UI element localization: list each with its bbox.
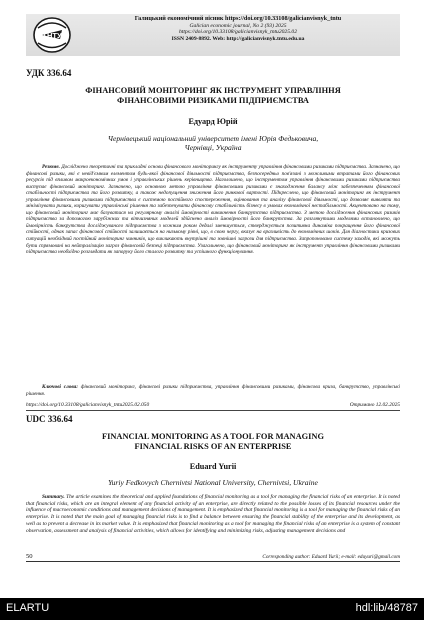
abstract-ua xyxy=(26,164,400,256)
journal-title-en: Galician economic journal, No 2 (93) 2025 xyxy=(189,22,287,29)
footer-rule xyxy=(26,561,400,562)
journal-header xyxy=(26,14,400,56)
keywords-ua xyxy=(26,384,400,397)
journal-title-ua: Галицький економічний вісник https://doi.org/10.33108/galicianvisnyk_tntu xyxy=(134,15,342,22)
handle-id: hdl:lib/48787 xyxy=(355,602,418,614)
article-doi-link[interactable]: https://doi.org/10.33108/galicianvisnyk_tntu2025.02.050 xyxy=(26,402,150,408)
keywords-ua-text: фінансовий моніторинг, фінансові ризики підприємства, управління фінансовими ризиками, фінансова криза, банкрутство, управлінські рішення. xyxy=(26,384,401,397)
keywords-ua-lead: Ключові слова: xyxy=(42,384,78,390)
corresponding-author: Corresponding author: Eduard Yurii; e-mail: eduyuri@gmail.com xyxy=(262,554,400,560)
journal-doi: https://doi.org/10.33108/galicianvisnyk_tntu2025.02 xyxy=(178,29,298,36)
author-ua: Едуард Юрій xyxy=(188,117,238,126)
affiliation-ua xyxy=(26,134,400,152)
section-divider xyxy=(26,410,400,411)
author-en: Eduard Yurii xyxy=(189,462,237,471)
title-en-line1: FINANCIAL MONITORING AS A TOOL FOR MANAGING xyxy=(102,432,324,441)
title-en xyxy=(26,432,400,452)
logo-text: ТНТУ xyxy=(42,31,62,40)
affiliation-ua-line2: Чернівці, Україна xyxy=(184,143,242,153)
abstract-ua-text: Досліджено теоретичні та прикладні основи фінансового моніторингу як інструменту управління фінансовими ризиками підприємства. Зазначено, що фінансові ризики, які є невід'ємним елементом будь-якої фінансової діяльності підприємства, безпосередньо пов'язані з можливими втратами його фінансових ресурсів під впливом макроекономічних умов і управлінських рішень керівництва. Наголошено, що інструментом управління фінансовими ризиками підприємства виступає фінансовий моніторинг. Зазначено, що основною метою управління фінансовими ризиками є знаходження балансу між забезпеченням фінансової стабільності підприємства та його розвитку, а також недопущення зниження його ринкової вартості. Підкреслено, що фінансовий моніторинг як інструмент управління фінансовими ризиками підприємства є системою постійного спостереження, оцінювання та аналізу фінансової діяльності, що дозволяє виявляти та мінімізувати ризики, коригувати управлінські рішення та забезпечувати фінансову стабільність бізнесу в умовах економічної нестабільності. Акцентовано на тому, що фінансовий моніторинг має базуватися на регулярному аналізі ймовірності виникнення банкрутства підприємства. З метою дослідження фінансових ризиків підприємства за допомогою зарубіжних та вітчизняних моделей здійснено аналіз ймовірності його банкрутства. За розглянутими моделями встановлено, що ймовірність банкрутства досліджуваного підприємства з кожним роком дедалі зменшується, стверджується позитивна динаміка покращення його фінансової стійкості, однак запас фінансової стійкості залишається на низькому рівні, що, в свою чергу, вказує на вразливість до економічних шоків. Для діагностики кризових ситуацій необхідний постійний моніторинг чинників, що викликають внутрішні та зовнішні загрози для підприємства. Запропоновано систему заходів, які можуть бути спрямовані на нейтралізацію загроз фінансовій безпеці підприємства. Узагальнено, що фінансовий моніторинг як інструмент управління фінансовими ризиками підприємства необхідно розглядати як запоруку його сталого розвитку та успішного функціонування. xyxy=(26,164,400,256)
journal-issn: ISSN 2409-8892. Web: http://galicianvisnyk.tntu.edu.ua xyxy=(171,35,305,42)
title-ua-line1: ФІНАНСОВИЙ МОНІТОРИНГ ЯК ІНСТРУМЕНТ УПРАВЛІННЯ xyxy=(85,86,341,95)
affiliation-ua-line1: Чернівецький національний університет імені Юрія Федьковича, xyxy=(107,134,319,143)
received-date: Отримано 12.02.2025 xyxy=(349,402,400,408)
doi-row xyxy=(26,402,400,408)
abstract-en-text: The article examines the theoretical and applied foundations of financial monitoring as a tool for managing the financial risks of an enterprise. It is noted that financial risks, which are an integral element of any financial activity of an enterprise, are directly related to the possible losses of its financial resources under the influence of macroeconomic conditions and management decisions of management. It is emphasized that financial monitoring is a tool for managing the financial risks of an enterprise. It is noted that the main goal of managing financial risks is to find a balance between ensuring the financial stability of the enterprise and its development, as well as to prevent a decrease in its market value. It is emphasized that financial monitoring as a tool for managing the financial risks of an enterprise is a system of constant observation, assessment and analysis of financial activities, which allows for identifying and minimizing risks, adjusting management decisions and xyxy=(26,494,400,534)
udc-en: UDC 336.64 xyxy=(26,414,73,424)
abstract-ua-lead: Резюме. xyxy=(42,164,60,170)
bottom-bar xyxy=(0,598,424,620)
affiliation-en: Yuriy Fedkovych Chernivtsi National University, Chernivtsi, Ukraine xyxy=(108,478,318,487)
page-number: 50 xyxy=(26,553,33,560)
abstract-en xyxy=(26,494,400,534)
university-logo-icon xyxy=(32,16,72,54)
udc-ua: УДК 336.64 xyxy=(26,68,72,78)
abstract-en-lead: Summary. xyxy=(42,494,65,500)
title-ua-line2: ФІНАНСОВИМИ РИЗИКАМИ ПІДПРИЄМСТВА xyxy=(117,96,309,105)
repository-name: ELARTU xyxy=(6,602,50,614)
journal-info xyxy=(80,16,396,42)
title-en-line2: FINANCIAL RISKS OF AN ENTERPRISE xyxy=(134,442,292,451)
title-ua xyxy=(26,86,400,106)
